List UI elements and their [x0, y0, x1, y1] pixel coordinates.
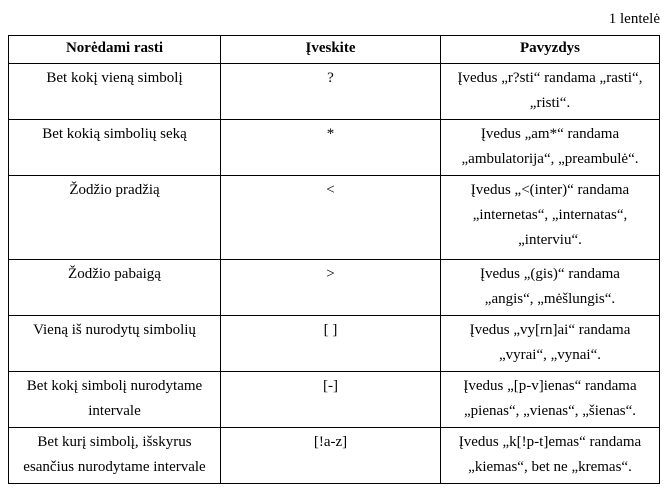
table-row: [9, 120, 660, 176]
cell-enter: [-]: [221, 372, 441, 428]
cell-find: Žodžio pabaigą: [9, 260, 221, 316]
example-text: Įvedus „vy[rn]ai“ randama „vyrai“, „vynai“.: [469, 322, 631, 363]
table-row: [9, 372, 660, 428]
cell-enter: ?: [221, 64, 441, 120]
cell-find: Bet kokį simbolį nurodytame intervale: [9, 372, 221, 428]
example-text: Įvedus „<(inter)“ randama „internetas“, „internatas“, „interviu“.: [470, 182, 630, 248]
cell-enter: [!a-z]: [221, 428, 441, 484]
cell-example: [441, 428, 660, 484]
header-find: Norėdami rasti: [9, 36, 221, 64]
header-enter: Įveskite: [221, 36, 441, 64]
header-example: Pavyzdys: [441, 36, 660, 64]
example-text: Įvedus „r?sti“ randama „rasti“, „risti“.: [457, 70, 643, 111]
cell-enter: [ ]: [221, 316, 441, 372]
wildcard-table: [8, 35, 660, 484]
cell-find: Bet kurį simbolį, išskyrus esančius nurodytame intervale: [9, 428, 221, 484]
cell-enter: *: [221, 120, 441, 176]
cell-example: [441, 260, 660, 316]
example-text: Įvedus „am*“ randama „ambulatorija“, „preambulė“.: [461, 126, 639, 167]
cell-example: [441, 176, 660, 260]
cell-enter: >: [221, 260, 441, 316]
cell-example: [441, 64, 660, 120]
table-caption: 1 lentelė: [608, 11, 660, 27]
table-row: [9, 64, 660, 120]
cell-find: Bet kokią simbolių seką: [9, 120, 221, 176]
table-row: [9, 316, 660, 372]
table-header-row: [9, 36, 660, 64]
example-text: Įvedus „[p-v]ienas“ randama „pienas“, „vienas“, „šienas“.: [463, 378, 637, 419]
cell-example: [441, 372, 660, 428]
cell-find: Vieną iš nurodytų simbolių: [9, 316, 221, 372]
table-row: [9, 260, 660, 316]
table-row: [9, 428, 660, 484]
cell-enter: <: [221, 176, 441, 260]
example-text: Įvedus „k[!p-t]emas“ randama „kiemas“, bet ne „kremas“.: [458, 434, 642, 475]
cell-find: Bet kokį vieną simbolį: [9, 64, 221, 120]
cell-example: [441, 316, 660, 372]
table-row: [9, 176, 660, 260]
example-text: Įvedus „(gis)“ randama „angis“, „mėšlungis“.: [480, 266, 620, 307]
cell-find: Žodžio pradžią: [9, 176, 221, 260]
cell-example: [441, 120, 660, 176]
